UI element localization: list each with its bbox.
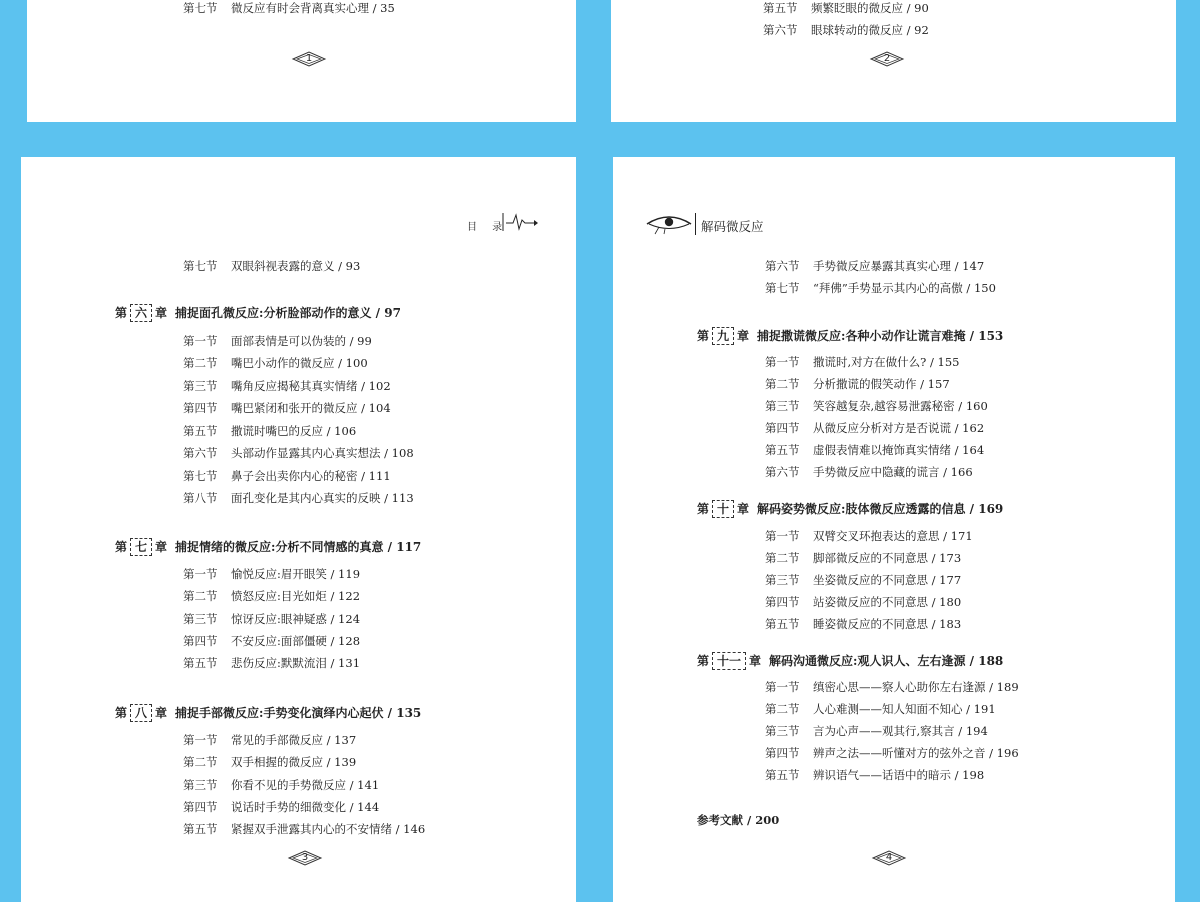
toc-line: 第五节 悲伤反应:默默流泪 / 131 [183,656,361,670]
toc-line: 第一节 撒谎时,对方在做什么? / 155 [765,355,960,369]
chapter-heading: 第 十 章 解码姿势微反应:肢体微反应透露的信息 / 169 [697,502,1004,516]
toc-line: 第二节 愤怒反应:目光如炬 / 122 [183,589,361,603]
toc-line: 第三节 你看不见的手势微反应 / 141 [183,778,380,792]
toc-line: 第二节 双手相握的微反应 / 139 [183,755,357,769]
heartbeat-icon [501,211,539,233]
toc-line: 第二节 分析撒谎的假笑动作 / 157 [765,377,950,391]
toc-line: 第五节 辨识语气——话语中的暗示 / 198 [765,768,985,782]
toc-line: 第三节 坐姿微反应的不同意思 / 177 [765,573,962,587]
toc-line: 第三节 惊讶反应:眼神疑惑 / 124 [183,612,361,626]
chapter-heading: 第 九 章 捕捉撒谎微反应:各种小动作让谎言难掩 / 153 [697,329,1004,343]
toc-line: 第六节 手势微反应暴露其真实心理 / 147 [765,259,985,273]
page-number-ornament [287,849,323,867]
chapter-number: 七 [130,538,152,556]
toc-line: 第四节 站姿微反应的不同意思 / 180 [765,595,962,609]
bibliography-entry: 参考文献 / 200 [697,813,780,827]
page-number: 2 [883,53,891,64]
toc-line: 第一节 愉悦反应:眉开眼笑 / 119 [183,567,361,581]
toc-line: 第四节 从微反应分析对方是否说谎 / 162 [765,421,985,435]
toc-line: 第五节 睡姿微反应的不同意思 / 183 [765,617,962,631]
toc-line: 第七节 双眼斜视表露的意义 / 93 [183,259,361,273]
chapter-number: 六 [130,304,152,322]
toc-line: 第四节 嘴巴紧闭和张开的微反应 / 104 [183,401,391,415]
chapter-heading: 第 七 章 捕捉情绪的微反应:分析不同情感的真意 / 117 [115,540,422,554]
toc-line: 第三节 言为心声——观其行,察其言 / 194 [765,724,988,738]
toc-line: 第五节 频繁眨眼的微反应 / 90 [763,1,929,15]
page-number: 3 [301,852,309,863]
eye-icon [645,213,693,235]
toc-line: 第一节 缜密心思——察人心助你左右逢源 / 189 [765,680,1019,694]
toc-line: 第三节 嘴角反应揭秘其真实情绪 / 102 [183,379,391,393]
page-number-ornament [869,50,905,68]
toc-line: 第六节 头部动作显露其内心真实想法 / 108 [183,446,414,460]
toc-line: 第二节 嘴巴小动作的微反应 / 100 [183,356,368,370]
toc-line: 第一节 常见的手部微反应 / 137 [183,733,357,747]
toc-line: 第四节 不安反应:面部僵硬 / 128 [183,634,361,648]
page-3 [21,157,576,902]
toc-line: 第二节 人心难测——知人知面不知心 / 191 [765,702,996,716]
toc-line: 第七节 “拜佛”手势显示其内心的高傲 / 150 [765,281,996,295]
chapter-heading: 第 八 章 捕捉手部微反应:手势变化演绎内心起伏 / 135 [115,706,422,720]
toc-line: 第六节 眼球转动的微反应 / 92 [763,23,929,37]
toc-line: 第二节 脚部微反应的不同意思 / 173 [765,551,962,565]
page-number-ornament [291,50,327,68]
toc-line: 第三节 笑容越复杂,越容易泄露秘密 / 160 [765,399,988,413]
toc-line: 第五节 紧握双手泄露其内心的不安情绪 / 146 [183,822,426,836]
chapter-heading: 第 十一 章 解码沟通微反应:观人识人、左右逢源 / 188 [697,654,1004,668]
toc-line: 第八节 面孔变化是其内心真实的反映 / 113 [183,491,414,505]
toc-line: 第一节 面部表情是可以伪装的 / 99 [183,334,372,348]
toc-line: 第六节 手势微反应中隐藏的谎言 / 166 [765,465,973,479]
page-number: 1 [305,53,313,64]
chapter-number: 九 [712,327,734,345]
chapter-number: 十 [712,500,734,518]
page-2 [611,0,1176,122]
toc-line: 第四节 辨声之法——听懂对方的弦外之音 / 196 [765,746,1019,760]
page-4 [613,157,1175,902]
toc-line: 第四节 说话时手势的细微变化 / 144 [183,800,380,814]
header-divider [695,213,696,235]
page-number-ornament [871,849,907,867]
chapter-heading: 第 六 章 捕捉面孔微反应:分析脸部动作的意义 / 97 [115,306,401,320]
toc-line: 第五节 撒谎时嘴巴的反应 / 106 [183,424,357,438]
toc-line: 第一节 双臂交叉环抱表达的意思 / 171 [765,529,973,543]
page-1 [27,0,576,122]
running-header: 目 录 [467,222,509,233]
toc-line: 第五节 虚假表情难以掩饰真实情绪 / 164 [765,443,985,457]
chapter-number: 十一 [712,652,746,670]
page-number: 4 [885,852,893,863]
chapter-number: 八 [130,704,152,722]
toc-line: 第七节 微反应有时会背离真实心理 / 35 [183,1,395,15]
toc-line: 第七节 鼻子会出卖你内心的秘密 / 111 [183,469,391,483]
running-header: 解码微反应 [701,219,764,234]
